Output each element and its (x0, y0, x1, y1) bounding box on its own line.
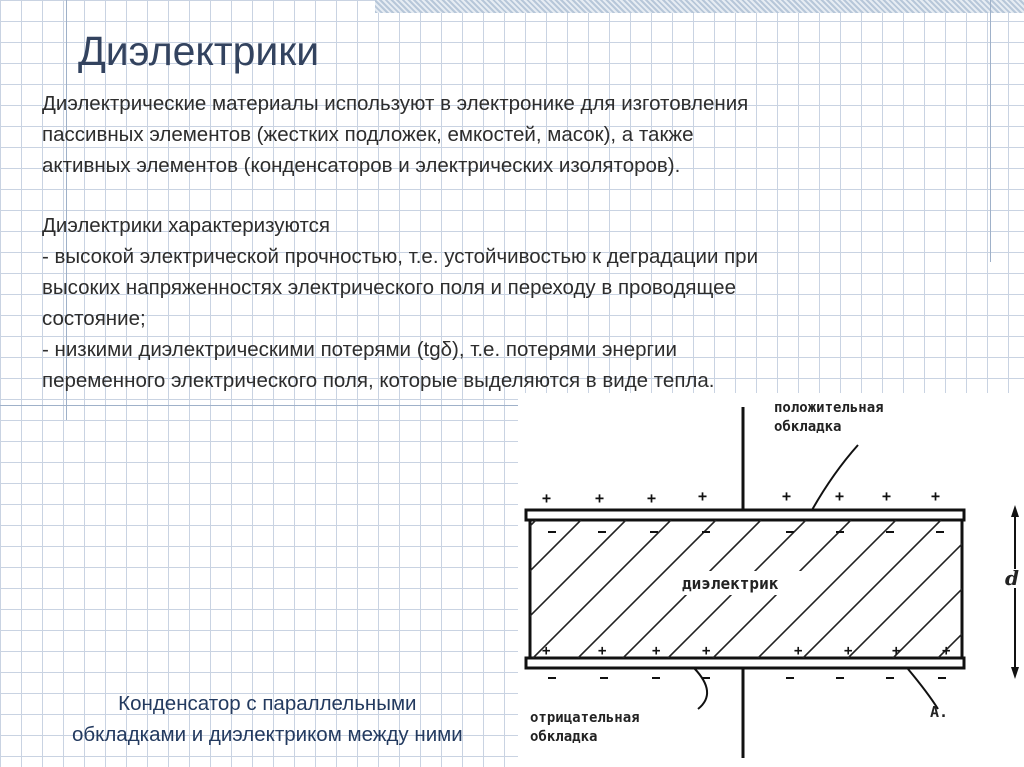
svg-text:+: + (702, 643, 711, 659)
negative-plate-label (530, 709, 640, 747)
svg-text:+: + (652, 643, 661, 659)
svg-text:+: + (782, 487, 792, 505)
properties-line: Диэлектрики характеризуются (42, 214, 330, 237)
decorative-top-band (375, 0, 1024, 13)
caption-line: Конденсатор с параллельными (118, 692, 417, 715)
properties-paragraph (42, 210, 758, 396)
positive-charges-top (542, 487, 940, 507)
svg-text:+: + (598, 643, 607, 659)
properties-line: высоких напряженностях электрического поля и переходу в проводящее (42, 276, 736, 299)
svg-text:+: + (844, 643, 853, 659)
figure-caption (72, 688, 463, 750)
negative-plate-leader (694, 668, 707, 709)
thickness-arrow-head-top (1011, 505, 1019, 517)
svg-text:+: + (835, 487, 845, 505)
slide-title: Диэлектрики (78, 28, 320, 74)
decorative-vertical-line-right (990, 0, 991, 262)
svg-text:+: + (931, 487, 941, 505)
properties-line: - низкими диэлектрическими потерями (tgδ), т.е. потерями энергии (42, 338, 677, 361)
svg-text:+: + (542, 489, 552, 507)
properties-line: переменного электрического поля, которые выделяются в виде тепла. (42, 369, 715, 392)
negative-plate-label-line: отрицательная (530, 710, 640, 726)
svg-text:+: + (892, 643, 901, 659)
svg-text:+: + (942, 643, 951, 659)
dielectric-label: диэлектрик (682, 574, 779, 593)
svg-text:+: + (882, 487, 892, 505)
caption-line: обкладками и диэлектриком между ними (72, 723, 463, 746)
thickness-arrow-head-bottom (1011, 667, 1019, 679)
intro-paragraph (42, 88, 748, 181)
positive-plate-label-line: обкладка (774, 419, 842, 435)
properties-line: состояние; (42, 307, 146, 330)
properties-line: - высокой электрической прочностью, т.е. устойчивостью к деградации при (42, 245, 759, 268)
capacitor-diagram (518, 393, 1024, 767)
thickness-label: d (1005, 566, 1019, 590)
svg-text:+: + (794, 643, 803, 659)
svg-text:+: + (595, 489, 605, 507)
intro-line: активных элементов (конденсаторов и электрических изоляторов). (42, 154, 681, 177)
intro-line: пассивных элементов (жестких подложек, емкостей, масок), а также (42, 123, 694, 146)
svg-text:+: + (647, 489, 657, 507)
point-a-label: А. (930, 703, 949, 721)
negative-plate-label-line: обкладка (530, 729, 598, 745)
svg-text:+: + (698, 487, 708, 505)
decorative-horizontal-line (0, 405, 520, 406)
svg-text:+: + (542, 643, 551, 659)
intro-line: Диэлектрические материалы используют в электронике для изготовления (42, 92, 749, 115)
positive-plate-label-line: положительная (774, 400, 884, 416)
positive-plate-label (774, 399, 884, 437)
